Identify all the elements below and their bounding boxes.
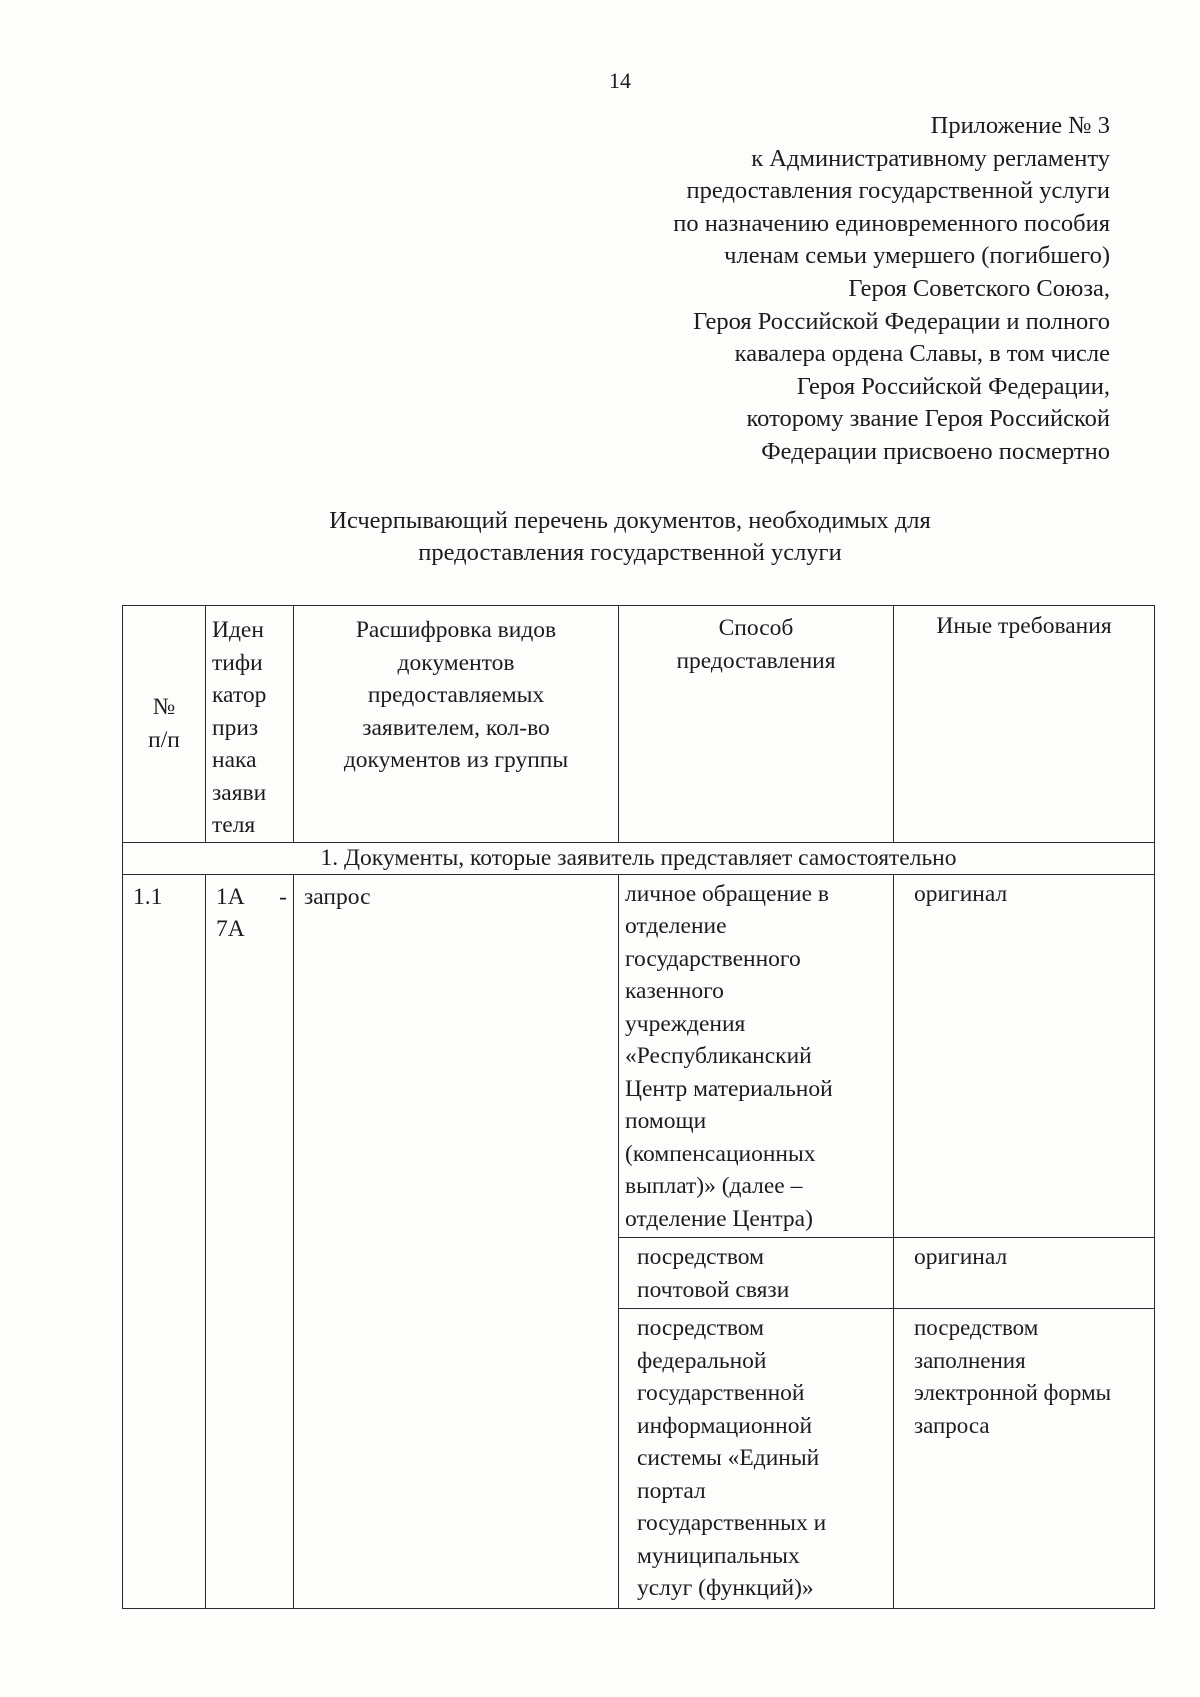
method-line: портал [637,1477,706,1504]
header-id-line: заяви [212,779,267,806]
appendix-line: которому звание Героя Российской [746,405,1110,433]
header-id-line: катор [212,682,267,708]
method-line: выплат)» (далее – [625,1173,803,1199]
requirement-line: посредством [914,1315,1039,1340]
header-num-line: № [152,694,176,721]
document-title [130,505,1130,569]
method-line: отделение Центра) [625,1205,813,1232]
title-line-1: Исчерпывающий перечень документов, необходимых для [329,507,931,534]
header-desc-line: заявителем, кол-во [362,714,550,741]
method-line: федеральной [637,1347,767,1374]
appendix-line: Приложение № 3 [930,112,1110,139]
requirement-electronic [894,1309,1155,1609]
method-line: Центр материальной [625,1075,833,1102]
row-id-to: 7А [216,916,245,942]
row-identifier [206,874,294,1609]
appendix-line: к Административному регламенту [751,144,1110,172]
header-method-line: Способ [718,615,794,641]
method-line: информационной [637,1412,813,1439]
method-line: отделение [625,913,727,939]
method-line: услуг (функций)» [637,1575,814,1601]
requirement-line: заполнения [914,1347,1026,1373]
method-line: государственной [637,1380,805,1406]
method-portal [619,1309,894,1609]
method-line: посредством [637,1244,764,1270]
section-row [123,842,1155,874]
method-post [619,1238,894,1309]
header-id-line: Иден [212,617,264,643]
table-row [123,874,1155,1238]
row-id-from: 1А [216,883,245,910]
method-line: «Республиканский [625,1043,812,1069]
method-line: посредством [637,1315,764,1341]
header-id-line: теля [212,812,256,838]
method-line: казенного [625,978,724,1004]
appendix-line: кавалера ордена Славы, в том числе [734,340,1110,368]
header-desc-line: документов [397,649,515,676]
header-desc-line: Расшифровка видов [355,617,557,643]
appendix-line: по назначению единовременного пособия [673,209,1110,237]
header-desc-line: документов из группы [343,747,569,773]
header-method [619,606,894,843]
row-description: запрос [294,874,619,1609]
appendix-line: Героя Советского Союза, [848,274,1110,302]
documents-table [122,605,1155,1609]
header-num-line: п/п [148,726,180,753]
appendix-line: членам семьи умершего (погибшего) [724,242,1110,270]
appendix-line: предоставления государственной услуги [686,177,1110,205]
appendix-line: Героя Российской Федерации и полного [693,307,1110,335]
method-in-person [619,874,894,1238]
requirement-line: электронной формы [914,1380,1112,1405]
method-line: учреждения [625,1010,746,1037]
row-number: 1.1 [123,874,206,1609]
requirement-line: запроса [914,1412,990,1438]
section-title: 1. Документы, которые заявитель представляет самостоятельно [123,842,1155,874]
page-number: 14 [609,68,631,93]
header-num [123,606,206,843]
appendix-line: Федерации присвоено посмертно [761,437,1110,465]
method-line: системы «Единый [637,1445,820,1471]
header-description [294,606,619,843]
method-line: (компенсационных [625,1140,816,1167]
requirement-original: оригинал [894,874,1155,1238]
table-header-row [123,606,1155,843]
method-line: государственных и [637,1510,827,1536]
header-id-line: нака [212,747,257,773]
header-requirements: Иные требования [894,606,1155,843]
method-line: помощи [625,1108,707,1134]
method-line: личное обращение в [625,880,830,907]
header-id-line: тифи [212,649,263,676]
appendix-line: Героя Российской Федерации, [796,372,1110,400]
method-line: государственного [625,945,801,972]
header-desc-line: предоставляемых [367,682,545,708]
requirement-original: оригинал [894,1238,1155,1309]
method-line: почтовой связи [637,1276,790,1303]
header-id-line: приз [212,714,259,741]
method-line: муниципальных [637,1542,800,1569]
appendix-heading [470,110,1110,469]
header-identifier [206,606,294,843]
row-id-dash: - [279,883,287,910]
header-method-line: предоставления [676,647,836,674]
title-line-2: предоставления государственной услуги [418,539,842,566]
